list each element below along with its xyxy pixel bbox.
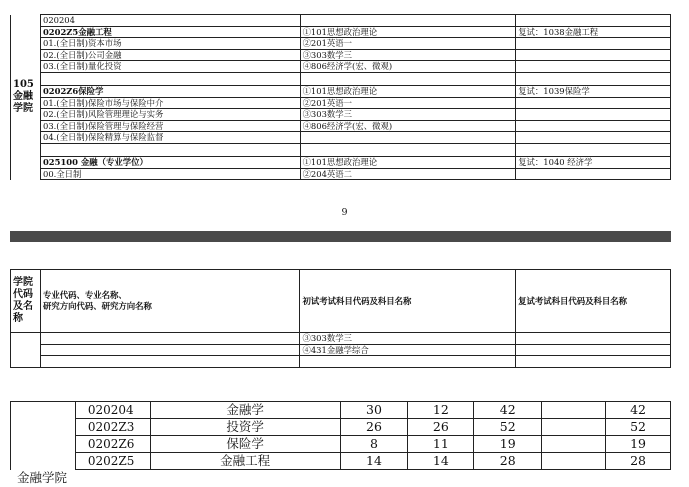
count-cell: 11 <box>408 436 474 453</box>
table-row <box>11 333 671 345</box>
major-cell: 01.(全日制)资本市场 <box>40 38 300 50</box>
major-cell: 01.(全日制)保险市场与保险中介 <box>40 97 300 109</box>
table-row <box>11 402 671 419</box>
first-exam-cell: ④806经济学(宏、微观) <box>300 61 516 73</box>
count-cell: 52 <box>474 419 542 436</box>
table-row <box>11 132 671 144</box>
major-name-cell: 保险学 <box>150 436 340 453</box>
count-cell: 42 <box>474 402 542 419</box>
major-cell <box>40 344 300 356</box>
count-cell <box>542 436 606 453</box>
page-number: 9 <box>341 207 348 218</box>
count-cell: 28 <box>474 453 542 470</box>
retest-cell <box>516 61 671 73</box>
header-major: 专业代码、专业名称、 研究方向代码、研究方向名称 <box>40 270 300 333</box>
table-row <box>11 15 671 27</box>
table-row <box>11 453 671 470</box>
major-cell: 00.全日制 <box>40 168 300 180</box>
first-exam-cell: ③303数学三 <box>300 49 516 61</box>
retest-cell <box>516 97 671 109</box>
table-row <box>11 97 671 109</box>
retest-cell <box>516 15 671 27</box>
first-exam-cell <box>300 15 516 27</box>
retest-cell <box>516 333 671 345</box>
retest-cell <box>516 356 671 368</box>
header-row <box>11 270 671 333</box>
first-exam-cell: ②204英语二 <box>300 168 516 180</box>
header-college: 学院 代码 及名 称 <box>11 270 41 333</box>
header-retest: 复试考试科目代码及科目名称 <box>516 270 671 333</box>
count-cell: 14 <box>340 453 408 470</box>
first-exam-cell <box>300 143 516 156</box>
retest-cell <box>516 49 671 61</box>
catalog-table-middle <box>10 269 671 368</box>
major-name-cell: 金融工程 <box>150 453 340 470</box>
first-exam-cell <box>300 356 516 368</box>
first-exam-cell: ④431金融学综合 <box>300 344 516 356</box>
major-code-cell: 0202Z3 <box>75 419 150 436</box>
major-cell: 02.(全日制)风险管理理论与实务 <box>40 109 300 121</box>
retest-cell <box>516 72 671 85</box>
major-cell: 03.(全日制)保险管理与保险经营 <box>40 120 300 132</box>
page-separator-band <box>10 231 671 242</box>
major-cell: 025100 金融（专业学位） <box>40 156 300 168</box>
table-row <box>11 109 671 121</box>
count-cell: 12 <box>408 402 474 419</box>
count-cell <box>542 453 606 470</box>
first-exam-cell <box>300 132 516 144</box>
retest-cell <box>516 120 671 132</box>
major-code-cell: 0202Z5 <box>75 453 150 470</box>
table-row <box>11 49 671 61</box>
major-cell: 020204 <box>40 15 300 27</box>
count-cell: 19 <box>606 436 671 453</box>
college-cell <box>11 15 41 180</box>
table-row <box>11 120 671 132</box>
major-cell: 02.(全日制)公司金融 <box>40 49 300 61</box>
first-exam-cell: ②201英语一 <box>300 38 516 50</box>
major-cell: 04.(全日制)保险精算与保险监督 <box>40 132 300 144</box>
college-cell <box>11 402 76 485</box>
first-exam-cell: ①101思想政治理论 <box>300 26 516 38</box>
enrollment-table <box>10 401 671 485</box>
retest-cell <box>516 143 671 156</box>
table-row <box>11 61 671 73</box>
college-cell <box>11 333 41 368</box>
table-row <box>11 419 671 436</box>
count-cell: 30 <box>340 402 408 419</box>
major-cell: 0202Z6保险学 <box>40 85 300 97</box>
major-cell <box>40 143 300 156</box>
first-exam-cell: ④806经济学(宏、微观) <box>300 120 516 132</box>
first-exam-cell: ③303数学三 <box>300 333 516 345</box>
count-cell <box>542 419 606 436</box>
count-cell: 28 <box>606 453 671 470</box>
table-row <box>11 143 671 156</box>
table-row <box>11 38 671 50</box>
college-label: 105 <box>13 79 34 91</box>
first-exam-cell: ①101思想政治理论 <box>300 85 516 97</box>
table-row <box>11 72 671 85</box>
table-row <box>11 436 671 453</box>
count-cell: 26 <box>340 419 408 436</box>
header-first-exam: 初试考试科目代码及科目名称 <box>300 270 516 333</box>
major-name-cell: 投资学 <box>150 419 340 436</box>
count-cell: 19 <box>474 436 542 453</box>
retest-cell <box>516 168 671 180</box>
table-row <box>11 344 671 356</box>
retest-cell <box>516 344 671 356</box>
count-cell <box>542 402 606 419</box>
retest-cell <box>516 109 671 121</box>
retest-cell: 复试：1038金融工程 <box>516 26 671 38</box>
major-code-cell: 020204 <box>75 402 150 419</box>
count-cell: 42 <box>606 402 671 419</box>
first-exam-cell: ②201英语一 <box>300 97 516 109</box>
major-name-cell: 金融学 <box>150 402 340 419</box>
college-label: 学院 <box>13 103 33 115</box>
college-label: 金融 <box>13 91 33 103</box>
first-exam-cell <box>300 72 516 85</box>
major-cell <box>40 72 300 85</box>
major-code-cell: 0202Z6 <box>75 436 150 453</box>
count-cell: 26 <box>408 419 474 436</box>
retest-cell <box>516 38 671 50</box>
table-row <box>11 26 671 38</box>
retest-cell: 复试：1040 经济学 <box>516 156 671 168</box>
table-row <box>11 356 671 368</box>
count-cell: 8 <box>340 436 408 453</box>
first-exam-cell: ①101思想政治理论 <box>300 156 516 168</box>
table-row <box>11 85 671 97</box>
major-cell: 03.(全日制)量化投资 <box>40 61 300 73</box>
major-cell: 0202Z5金融工程 <box>40 26 300 38</box>
major-cell <box>40 333 300 345</box>
count-cell: 14 <box>408 453 474 470</box>
catalog-table-top <box>10 14 671 180</box>
count-cell: 52 <box>606 419 671 436</box>
table-row <box>11 156 671 168</box>
college-name: 金融学院 <box>17 470 68 485</box>
retest-cell: 复试：1039保险学 <box>516 85 671 97</box>
first-exam-cell: ③303数学三 <box>300 109 516 121</box>
table-row <box>11 168 671 180</box>
retest-cell <box>516 132 671 144</box>
major-cell <box>40 356 300 368</box>
